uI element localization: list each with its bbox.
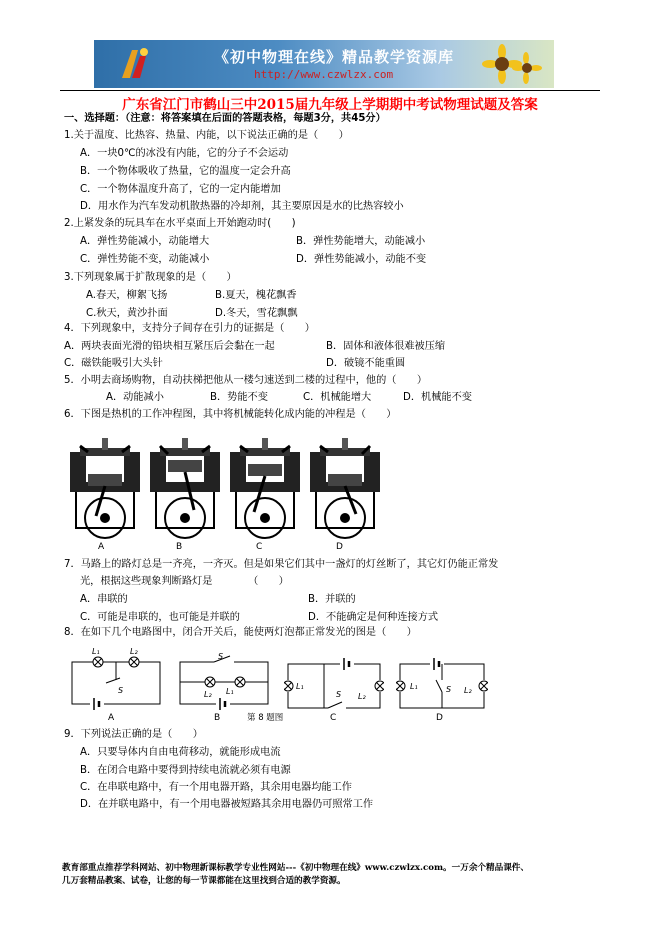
q2-option-c: C．弹性势能不变，动能减小 — [80, 254, 210, 265]
banner-title: 《初中物理在线》精品教学资源库 — [214, 48, 455, 66]
q5-option-a: A．动能减小 — [106, 392, 164, 403]
q2-option-b: B．弹性势能增大，动能减小 — [296, 236, 426, 247]
q1-stem: 1.关于温度、比热容、热量、内能，以下说法正确的是（ ） — [64, 130, 349, 141]
q3-stem: 3.下列现象属于扩散现象的是（ ） — [64, 272, 237, 283]
q7-option-b: B．并联的 — [308, 594, 356, 605]
q5-option-d: D．机械能不变 — [403, 392, 472, 403]
sunflower-icon — [482, 44, 542, 86]
q2-stem: 2.上紧发条的玩具车在水平桌面上开始跑动时( ) — [64, 218, 296, 229]
q4-option-c: C．磁铁能吸引大头针 — [64, 358, 163, 369]
circuit-c-label-l1: L₁ — [296, 682, 304, 691]
circuit-b-label-l2: L₂ — [204, 690, 212, 699]
q1-option-b: B．一个物体吸收了热量，它的温度一定会升高 — [80, 166, 291, 177]
circuit-b-diagram — [176, 652, 272, 712]
circuit-d-label-l2: L₂ — [464, 686, 472, 695]
circuit-d-label-s: S — [446, 685, 452, 694]
q1-option-a: A．一块0℃的冰没有内能，它的分子不会运动 — [80, 148, 289, 159]
q6-stem: 6．下图是热机的工作冲程图，其中将机械能转化成内能的冲程是（ ） — [64, 409, 397, 420]
circuit-d-label-l1: L₁ — [410, 682, 418, 691]
q9-stem: 9．下列说法正确的是（ ） — [64, 729, 203, 740]
circuit-label-d: D — [436, 713, 443, 723]
circuit-b-label-l1: L₁ — [226, 687, 234, 696]
q3-option-a: A.春天，柳絮飞扬 — [86, 290, 168, 301]
header-rule — [60, 90, 600, 91]
circuit-c-label-l2: L₂ — [358, 692, 366, 701]
q9-option-d: D．在并联电路中，有一个用电器被短路其余用电器仍可照常工作 — [80, 799, 374, 810]
circuit-c-label-s: S — [336, 690, 342, 699]
q2-option-a: A．弹性势能减小，动能增大 — [80, 236, 210, 247]
engine-label-d: D — [336, 542, 343, 552]
q7-option-d: D．不能确定是何种连接方式 — [308, 612, 439, 623]
q3-option-c: C.秋天，黄沙扑面 — [86, 308, 168, 319]
q3-option-b: B.夏天，槐花飘香 — [215, 290, 297, 301]
q4-option-b: B．固体和液体很难被压缩 — [326, 341, 446, 352]
circuit-label-c: C — [330, 713, 337, 723]
engine-stroke-d-figure — [306, 438, 384, 542]
q4-option-d: D．破镜不能重圆 — [326, 358, 406, 369]
circuit-a-label-s: S — [118, 686, 124, 695]
q4-stem: 4．下列现象中，支持分子间存在引力的证据是（ ） — [64, 323, 315, 334]
q9-option-a: A．只要导体内自由电荷移动，就能形成电流 — [80, 747, 281, 758]
q1-option-c: C．一个物体温度升高了，它的一定内能增加 — [80, 184, 281, 195]
engine-stroke-b-figure — [146, 438, 224, 542]
q5-option-b: B．势能不变 — [210, 392, 268, 403]
engine-stroke-a-figure — [66, 438, 144, 542]
q9-option-b: B．在闭合电路中要得到持续电流就必须有电源 — [80, 765, 291, 776]
q2-option-d: D．弹性势能减小，动能不变 — [296, 254, 427, 265]
q8-stem: 8．在如下几个电路图中，闭合开关后，能使两灯泡都正常发光的图是（ ） — [64, 627, 417, 638]
circuit-a-label-l2: L₂ — [130, 647, 138, 656]
engine-stroke-c-figure — [226, 438, 304, 542]
circuit-label-b: B — [214, 713, 221, 723]
circuit-b-label-s: S — [218, 652, 224, 661]
banner-url[interactable]: http://www.czwlzx.com — [254, 68, 394, 81]
q1-option-d: D．用水作为汽车发动机散热器的冷却剂，其主要原因是水的比热容较小 — [80, 201, 404, 212]
page-footer — [62, 862, 602, 888]
q3-option-d: D.冬天，雪花飘飘 — [215, 308, 298, 319]
header-banner — [94, 40, 554, 88]
engine-label-c: C — [256, 542, 263, 552]
engine-label-a: A — [98, 542, 105, 552]
q5-stem: 5．小明去商场购物，自动扶梯把他从一楼匀速送到二楼的过程中，他的（ ） — [64, 375, 428, 386]
q7-stem-line1: 7．马路上的路灯总是一齐亮，一齐灭。但是如果它们其中一盏灯的灯丝断了，其它灯仍能正常发 — [64, 559, 499, 570]
section-heading: 一、选择题：（注意：将答案填在后面的答题表格，每题3分，共45分） — [64, 113, 386, 124]
q5-option-c: C．机械能增大 — [303, 392, 372, 403]
footer-line1: 教育部重点推荐学科网站、初中物理新课标教学专业性网站---《初中物理在线》www.czwlzx.com。一万余个精品课件、 — [62, 863, 529, 873]
circuit-a-diagram — [68, 652, 164, 712]
q7-option-c: C．可能是串联的，也可能是并联的 — [80, 612, 240, 623]
engine-label-b: B — [176, 542, 183, 552]
q9-option-c: C．在串联电路中，有一个用电器开路，其余用电器均能工作 — [80, 782, 352, 793]
circuit-label-a: A — [108, 713, 115, 723]
document-title: 广东省江门市鹤山三中2015届九年级上学期期中考试物理试题及答案 — [122, 97, 538, 113]
q7-stem-line2: 光，根据这些现象判断路灯是 （ ） — [80, 576, 289, 587]
footer-line2: 几万套精品教案、试卷，让您的每一节课都能在这里找到合适的教学资源。 — [62, 876, 346, 886]
q4-option-a: A．两块表面光滑的铅块相互紧压后会黏在一起 — [64, 341, 275, 352]
circuit-a-label-l1: L₁ — [92, 647, 100, 656]
figure-caption: 第 8 题图 — [247, 713, 284, 723]
site-logo-icon — [118, 46, 152, 82]
q7-option-a: A．串联的 — [80, 594, 128, 605]
